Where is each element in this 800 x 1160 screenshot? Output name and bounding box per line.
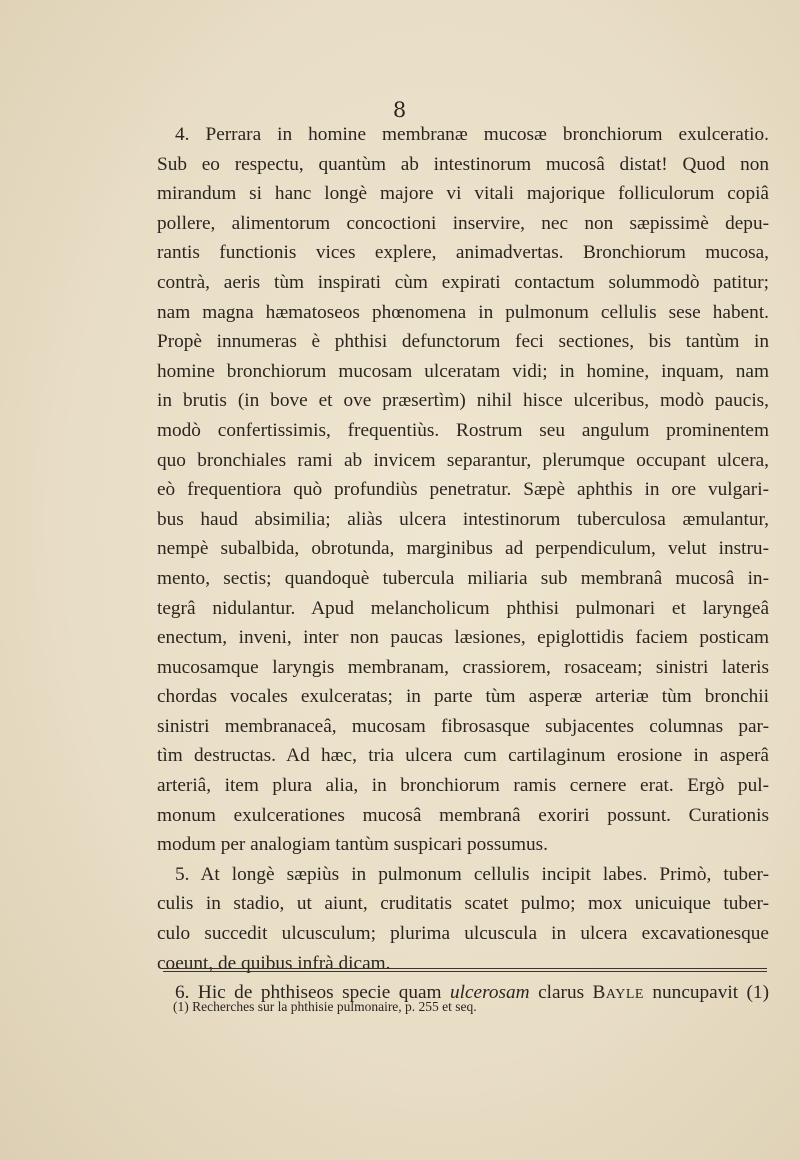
text-line: tegrâ nidulantur. Apud melancholicum phthisi pulmonari et laryngeâ — [157, 597, 769, 619]
text-line: 4. Perrara in homine membranæ mucosæ bronchiorum exulceratio. — [175, 124, 769, 145]
text-line: culo succedit ulcusculum; plurima ulcuscula in ulcera excavationesque — [157, 923, 769, 945]
text-line: coeunt, de quibus infrà dicam. — [157, 952, 391, 974]
main-text — [157, 120, 769, 1008]
text-line: enectum, inveni, inter non paucas læsiones, epiglottidis faciem posticam — [157, 627, 769, 649]
text-line: 5. At longè sæpiùs in pulmonum cellulis incipit labes. Primò, tuber- — [175, 863, 769, 885]
text-line: chordas vocales exulceratas; in parte tùm asperæ arteriæ tùm bronchii — [157, 686, 769, 708]
text-line: in brutis (in bove et ove præsertìm) nihil hisce ulceribus, modò paucis, — [157, 390, 769, 412]
text-span: 6. Hic de phthiseos specie quam — [175, 982, 450, 1004]
text-line: homine bronchiorum mucosam ulceratam vidi; in homine, inquam, nam — [157, 360, 769, 382]
text-line: eò frequentiora quò profundiùs penetratur. Sæpè aphthis in ore vulgari- — [157, 479, 769, 501]
footnote-rule — [163, 971, 767, 972]
author-name: Bayle — [592, 982, 644, 1004]
text-line: culis in stadio, ut aiunt, cruditatis scatet pulmo; mox unicuique tuber- — [157, 893, 769, 915]
text-line: pollere, alimentorum concoctioni inservire, nec non sæpissimè depu- — [157, 212, 769, 234]
text-line: contrà, aeris tùm inspirati cùm expirati contactum solummodò patitur; — [157, 271, 769, 293]
text-line: quo bronchiales rami ab invicem separantur, plerumque occupant ulcera, — [157, 449, 769, 471]
text-line: Propè innumeras è phthisi defunctorum feci sectiones, bis tantùm in — [157, 331, 769, 353]
text-span: clarus — [529, 982, 593, 1004]
text-line: Sub eo respectu, quantùm ab intestinorum mucosâ distat! Quod non — [157, 153, 769, 175]
footnote: (1) Recherches sur la phthisie pulmonaire, p. 255 et seq. — [173, 999, 477, 1014]
italic-term: ulcerosam — [450, 982, 530, 1004]
text-line: nempè subalbida, obrotunda, marginibus ad perpendiculum, velut instru- — [157, 538, 769, 560]
page-number: 8 — [392, 98, 408, 122]
text-line: rantis functionis vices explere, animadvertas. Bronchiorum mucosa, — [157, 242, 769, 264]
text-line: mento, sectis; quandoquè tubercula miliaria sub membranâ mucosâ in- — [157, 567, 769, 589]
text-line: tìm destructas. Ad hæc, tria ulcera cum cartilaginum erosione in asperâ — [157, 745, 769, 767]
text-line: modò confertissimis, frequentiùs. Rostrum seu angulum prominentem — [157, 419, 769, 441]
text-line: arteriâ, item plura alia, in bronchiorum ramis cernere erat. Ergò pul- — [157, 775, 769, 797]
text-line: modum per analogiam tantùm suspicari possumus. — [157, 834, 548, 856]
text-line: bus haud absimilia; aliàs ulcera intestinorum tuberculosa æmulantur, — [157, 508, 769, 530]
text-span: nuncupavit (1) — [643, 982, 769, 1004]
text-line: monum exulcerationes mucosâ membranâ exoriri possunt. Curationis — [157, 804, 769, 826]
text-line: nam magna hæmatoseos phœnomena in pulmonum cellulis sese habent. — [157, 301, 769, 323]
footnote-rule — [163, 968, 767, 969]
text-line: mucosamque laryngis membranam, crassiorem, rosaceam; sinistri lateris — [157, 656, 769, 678]
text-line: mirandum si hanc longè majore vi vitali majorique folliculorum copiâ — [157, 183, 769, 205]
text-line: sinistri membranaceâ, mucosam fibrosasque subjacentes columnas par- — [157, 715, 769, 737]
